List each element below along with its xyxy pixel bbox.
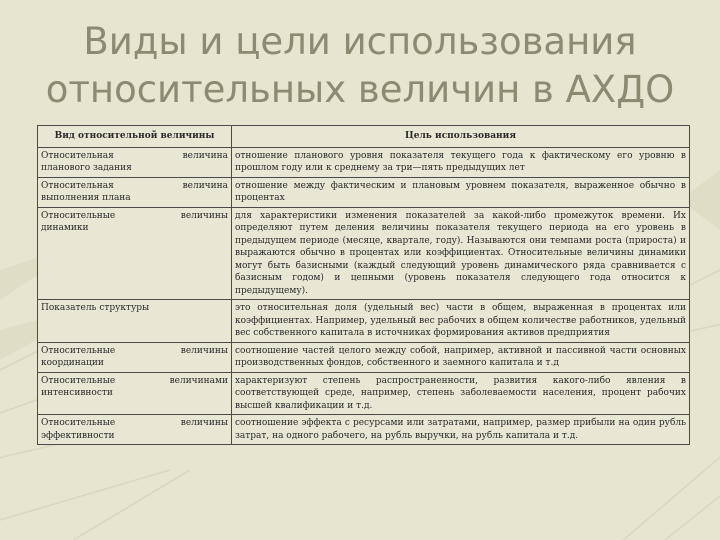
slide-title-line-1: Виды и цели использования [83, 20, 637, 63]
kind-unit: величины [180, 210, 228, 221]
header-kind: Вид относительной величины [38, 126, 232, 148]
purpose-cell: характеризуют степень распространенности, развития какого-либо явления в соответствующей среде, например, степень заболеваемости населения, процент рабочих высшей квалификации и т.д. [232, 372, 690, 415]
kind-unit: величины [180, 418, 228, 428]
kind-name: Показатель структуры [41, 303, 150, 313]
kind-cell [38, 342, 232, 372]
kind-name: Относительные эффективности [41, 418, 116, 441]
kind-name: Относительные интенсивности [41, 375, 116, 398]
kind-name: Относительные координации [41, 345, 116, 368]
table-row [38, 372, 690, 415]
kind-cell [38, 177, 232, 207]
purpose-cell: соотношение эффекта с ресурсами или затратами, например, размер прибыли на один рубль затрат, на одного рабочего, на рубль выручки, на рубль капитала и т.д. [232, 415, 690, 445]
kind-cell [38, 207, 232, 300]
table-row [38, 147, 690, 177]
kind-name: Относительная выполнения плана [41, 180, 131, 203]
table-row [38, 177, 690, 207]
kind-cell [38, 300, 232, 343]
slide-title-line-2: относительных величин в АХДО [45, 68, 675, 111]
purpose-cell: это относительная доля (удельный вес) части в общем, выраженная в процентах или коэффициентах. Например, удельный вес рабочих в общем количестве работников, удельный вес собственного капитала в источниках формирования активов предприятия [232, 300, 690, 343]
purpose-cell: соотношение частей целого между собой, например, активной и пассивной части основных производственных фондов, собственного и заемного капитала и т.д [232, 342, 690, 372]
relative-values-table [37, 125, 690, 445]
table-header-row [38, 126, 690, 148]
kind-unit: величинами [169, 375, 228, 386]
table-row [38, 207, 690, 300]
purpose-cell: отношение между фактическим и плановым уровнем показателя, выраженное обычно в процентах [232, 177, 690, 207]
table-row [38, 342, 690, 372]
kind-unit: величина [182, 150, 228, 161]
table-row [38, 300, 690, 343]
kind-name: Относительная планового задания [41, 150, 132, 173]
kind-unit: величина [182, 180, 228, 191]
slide-title [0, 18, 720, 114]
kind-cell [38, 147, 232, 177]
kind-cell [38, 372, 232, 415]
kind-unit: величины [180, 345, 228, 356]
table-row [38, 415, 690, 445]
header-purpose: Цель использования [232, 126, 690, 148]
kind-cell [38, 415, 232, 445]
purpose-cell: отношение планового уровня показателя текущего года к фактическому его уровню в прошлом году или к среднему за три—пять предыдущих лет [232, 147, 690, 177]
purpose-cell: для характеристики изменения показателей за какой-либо промежуток времени. Их определяют путем деления величины показателя текущего периода на его уровень в предыдущем периоде (месяце, квартале, году). Называются они темпами роста (прироста) и выражаются обычно в процентах или коэффициентах. Относительные величины динамики могут быть базисными (каждый следующий уровень динамического ряда сравнивается с базисным годом) и цепными (уровень показателя следующего года относится к предыдущему). [232, 207, 690, 300]
kind-name: Относительные динамики [41, 210, 116, 233]
